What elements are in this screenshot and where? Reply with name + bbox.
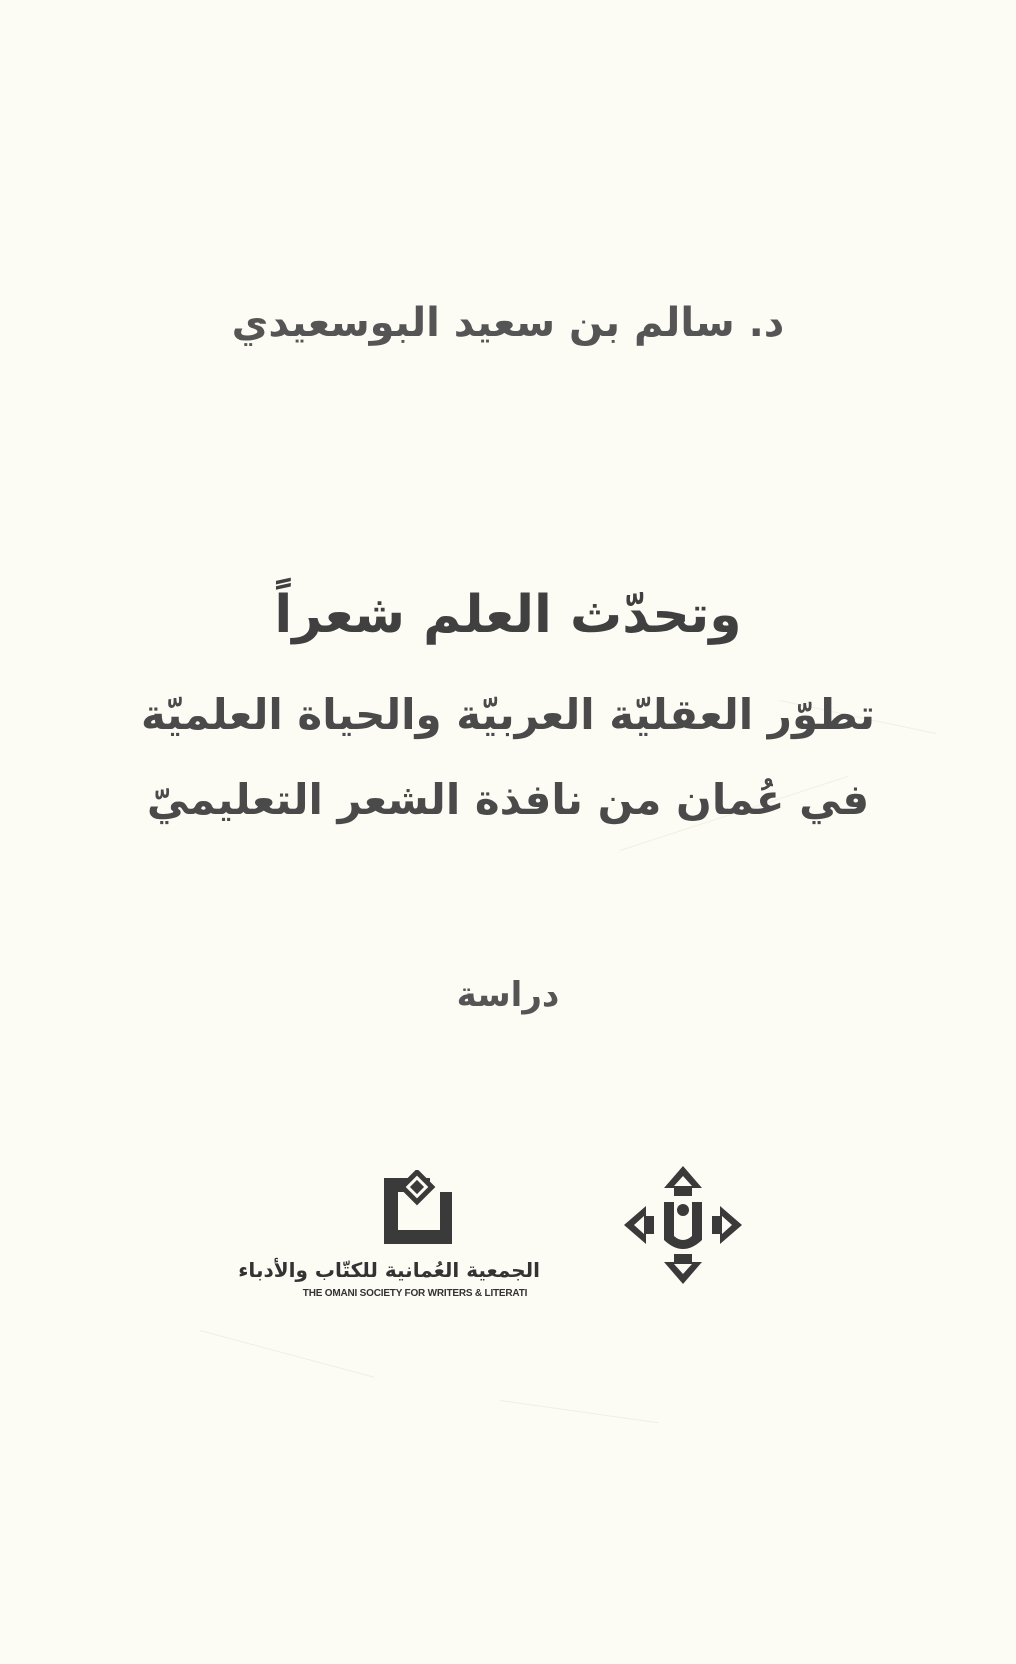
paper-crease	[500, 1400, 659, 1423]
subtitle-line-1: تطوّر العقليّة العربيّة والحياة العلميّة	[141, 690, 875, 739]
paper-crease	[200, 1330, 374, 1378]
society-name-english: THE OMANI SOCIETY FOR WRITERS & LITERATI	[302, 1288, 528, 1299]
society-logo-icon	[380, 1170, 460, 1250]
society-name-arabic: الجمعية العُمانية للكتّاب والأدباء	[238, 1258, 540, 1282]
book-title: وتحدّث العلم شعراً	[274, 585, 742, 645]
publisher-arrows-emblem-icon	[620, 1162, 746, 1288]
author-name: د. سالم بن سعيد البوسعيدي	[231, 300, 785, 346]
genre-label: دراسة	[456, 975, 560, 1015]
subtitle-line-2: في عُمان من نافذة الشعر التعليميّ	[146, 775, 870, 824]
